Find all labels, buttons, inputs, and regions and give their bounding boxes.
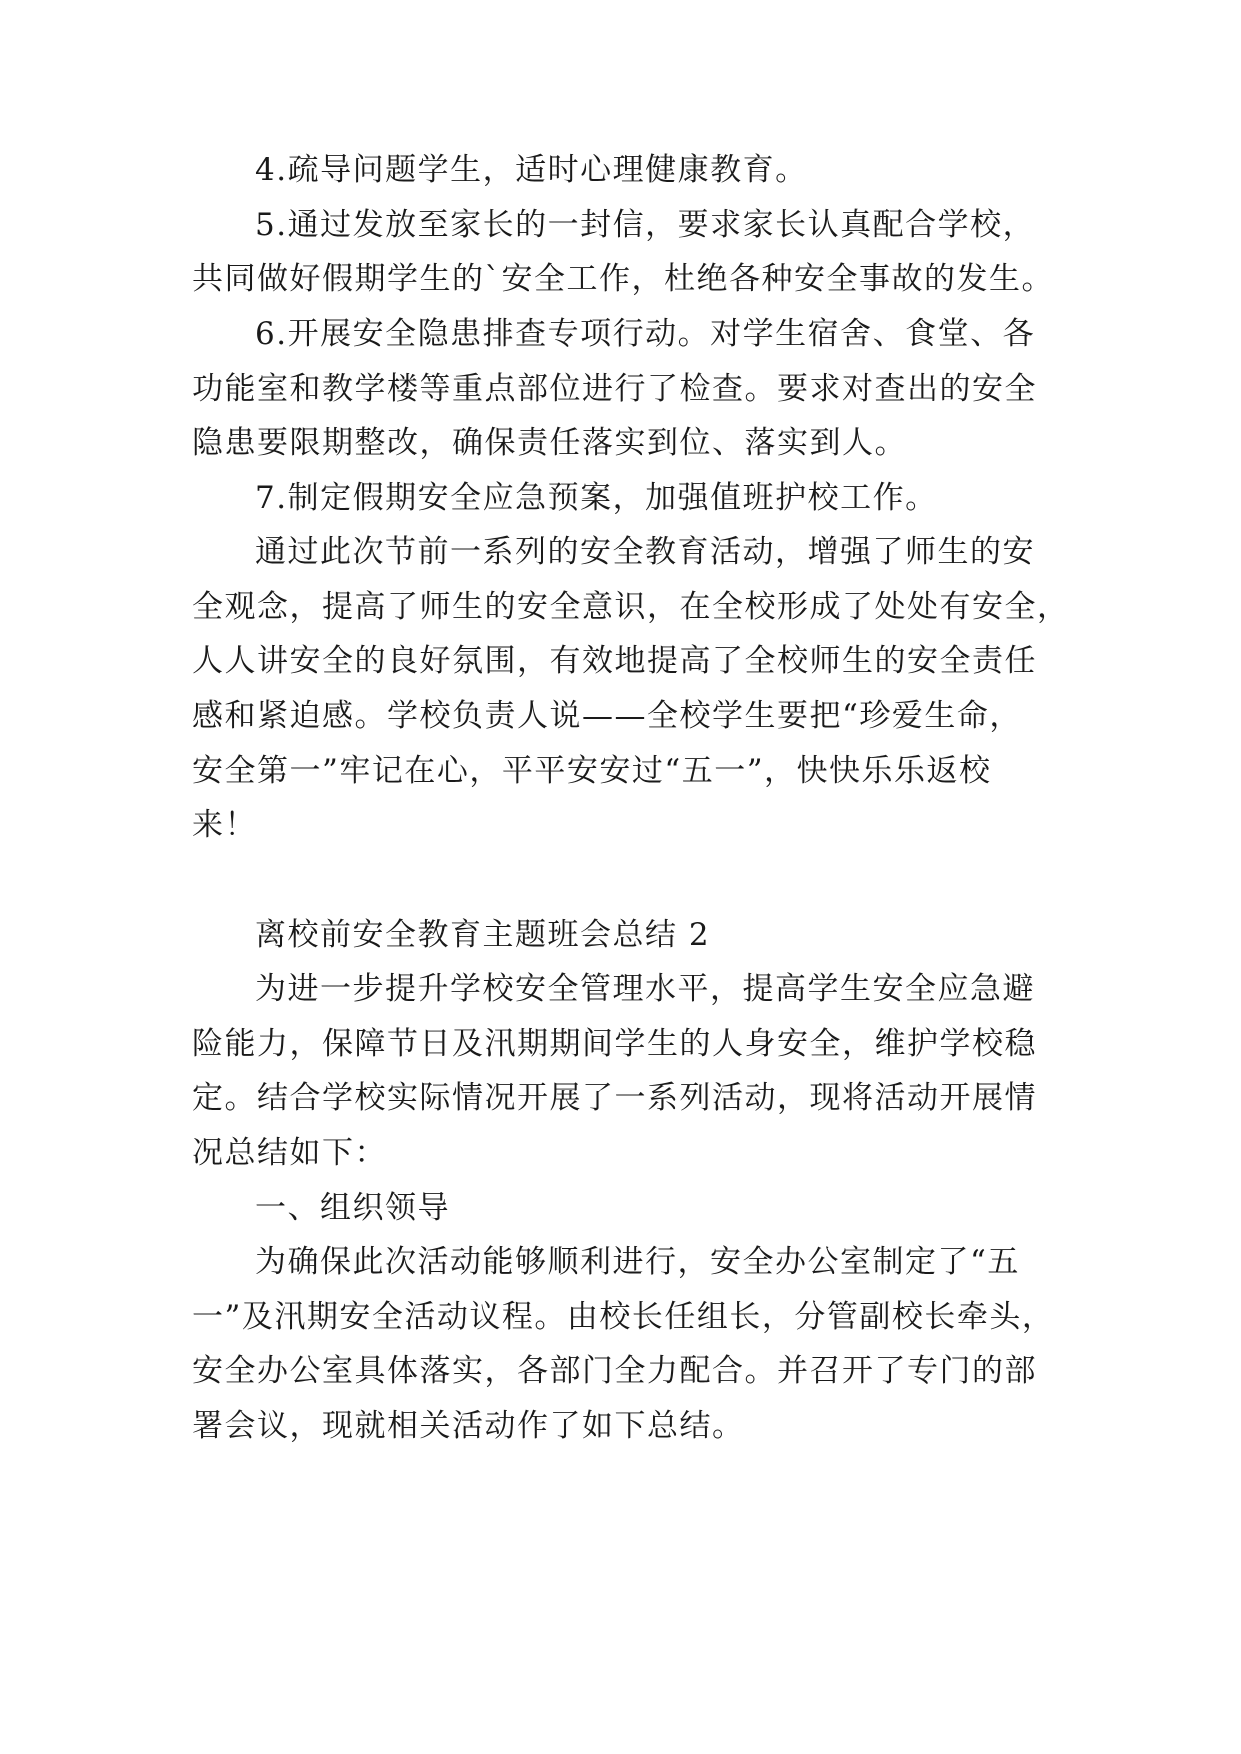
intro-line-3: 定。结合学校实际情况开展了一系列活动，现将活动开展情 [192,1080,1037,1116]
list-item-6-line-1: 6.开展安全隐患排查专项行动。对学生宿舍、食堂、各 [255,316,1036,352]
org-line-4: 署会议，现就相关活动作了如下总结。 [192,1408,745,1444]
org-line-3: 安全办公室具体落实，各部门全力配合。并召开了专门的部 [192,1353,1037,1389]
list-item-6-line-3: 隐患要限期整改，确保责任落实到位、落实到人。 [192,425,907,461]
list-item-6-line-2: 功能室和教学楼等重点部位进行了检查。要求对查出的安全 [192,371,1037,407]
paragraph-line-2: 全观念，提高了师生的安全意识，在全校形成了处处有安全， [192,589,1070,625]
paragraph-line-6: 来！ [192,807,257,843]
intro-line-2: 险能力，保障节日及汛期期间学生的人身安全，维护学校稳 [192,1026,1037,1062]
list-item-4: 4.疏导问题学生，适时心理健康教育。 [255,152,808,188]
list-item-5-line-2: 共同做好假期学生的`安全工作，杜绝各种安全事故的发生。 [192,261,1054,297]
paragraph-line-3: 人人讲安全的良好氛围，有效地提高了全校师生的安全责任 [192,643,1037,679]
list-item-7: 7.制定假期安全应急预案，加强值班护校工作。 [255,480,938,516]
paragraph-line-5: 安全第一”牢记在心，平平安安过“五一”，快快乐乐返校 [192,753,992,789]
list-item-5-line-1: 5.通过发放至家长的一封信，要求家长认真配合学校， [255,207,1036,243]
paragraph-line-4: 感和紧迫感。学校负责人说——全校学生要把“珍爱生命， [192,698,1022,734]
org-line-2: 一”及汛期安全活动议程。由校长任组长，分管副校长牵头， [192,1299,1055,1335]
intro-line-4: 况总结如下： [192,1135,387,1171]
org-line-1: 为确保此次活动能够顺利进行，安全办公室制定了“五 [255,1244,1020,1280]
paragraph-line-1: 通过此次节前一系列的安全教育活动，增强了师生的安 [255,534,1035,570]
section-heading: 离校前安全教育主题班会总结 2 [255,917,711,953]
intro-line-1: 为进一步提升学校安全管理水平，提高学生安全应急避 [255,971,1035,1007]
subheading-organization: 一、组织领导 [255,1190,450,1226]
